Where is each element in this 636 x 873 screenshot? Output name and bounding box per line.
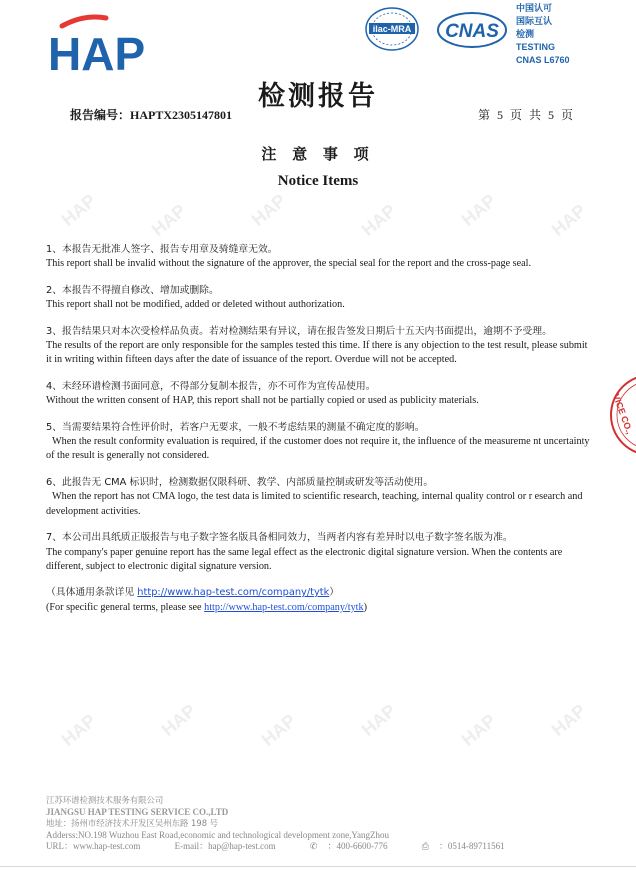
footer-url: URL：www.hap-test.com xyxy=(46,841,141,852)
cnas-line: 国际互认 xyxy=(516,16,553,26)
general-terms-cn-prefix: （具体通用条款详见 xyxy=(46,587,138,599)
red-seal xyxy=(606,370,636,460)
notice-item-en: When the result conformity evaluation is required, if the customer does not require it, the influence of the measureme nt uncertainty of the result is generally not considered. xyxy=(46,436,590,462)
notice-item-cn: 2、本报告不得擅自修改、增加或删除。 xyxy=(46,284,219,296)
notice-items xyxy=(46,243,590,627)
cnas-line: CNAS L6760 xyxy=(516,55,570,65)
footer-company-cn: 江苏环谱检测技术服务有限公司 xyxy=(46,795,164,805)
general-terms-cn xyxy=(46,586,590,600)
notice-item xyxy=(46,531,590,574)
footer xyxy=(46,795,606,853)
notice-item-cn: 5、当需要结果符合性评价时，若客户无要求，一般不考虑结果的测量不确定度的影响。 xyxy=(46,421,425,433)
svg-text:VICE CO.,: VICE CO., xyxy=(610,392,635,436)
general-terms xyxy=(46,586,590,615)
report-title: 检测报告 xyxy=(258,81,378,112)
cnas-logo xyxy=(436,10,508,50)
notice-item xyxy=(46,243,590,272)
footer-address-en: Adderss:NO.198 Wuzhou East Road,economic and technological development zone,YangZhou xyxy=(46,829,389,840)
footer-contact xyxy=(46,841,606,853)
cnas-line: TESTING xyxy=(516,42,556,52)
hap-logo xyxy=(44,12,164,82)
fax-icon: ⎙ xyxy=(421,841,429,852)
svg-text:HAP: HAP xyxy=(48,28,146,80)
notice-item-en: When the report has not CMA logo, the test data is limited to scientific research, teaching, internal quality control or r esearch and development activities. xyxy=(46,491,583,517)
general-terms-cn-suffix: ） xyxy=(329,587,340,599)
footer-company-en: JIANGSU HAP TESTING SERVICE CO.,LTD xyxy=(46,806,229,817)
general-terms-en xyxy=(46,601,590,615)
phone-icon: ✆ xyxy=(309,841,318,852)
bottom-divider xyxy=(0,866,636,867)
general-terms-en-suffix: ) xyxy=(363,601,368,613)
notice-item-en: This report shall not be modified, added or deleted without authorization. xyxy=(46,299,345,311)
notice-item-en: The results of the report are only responsible for the samples tested this time. If there is any objection to the test result, please submit it in writing within fifteen days after the date of issuance of the report. Overdue will not be accepted. xyxy=(46,340,588,366)
notice-item-cn: 3、报告结果只对本次受检样品负责。若对检测结果有异议，请在报告签发日期后十五天内书面提出，逾期不予受理。 xyxy=(46,325,552,337)
notice-item xyxy=(46,325,590,368)
notice-item-cn: 7、本公司出具纸质正版报告与电子数字签名版具备相同效力，当两者内容有差异时以电子数字签名版为准。 xyxy=(46,532,513,544)
notice-title-cn: 注 意 事 项 xyxy=(261,147,375,163)
footer-phone: ：400-6600-776 xyxy=(327,841,388,852)
cnas-accreditation-text xyxy=(516,2,606,67)
notice-item-en: Without the written consent of HAP, this report shall not be partially copied or used as publicity materials. xyxy=(46,395,479,407)
footer-fax: ：0514-89711561 xyxy=(438,841,505,852)
notice-item xyxy=(46,421,590,464)
report-number: 报告编号：HAPTX2305147801 xyxy=(70,108,233,122)
footer-address-cn: 地址：扬州市经济技术开发区吴州东路 198 号 xyxy=(46,818,219,829)
cnas-line: 检测 xyxy=(516,29,535,39)
notice-item-cn: 1、本报告无批准人签字、报告专用章及骑缝章无效。 xyxy=(46,244,278,255)
general-terms-link[interactable]: http://www.hap-test.com/company/tytk xyxy=(137,587,330,599)
footer-email: E-mail：hap@hap-test.com xyxy=(174,841,276,852)
page-info: 第 5 页 共 5 页 xyxy=(478,108,576,122)
ilac-mra-logo xyxy=(357,6,427,52)
notice-item-en: This report shall be invalid without the signature of the approver, the special seal for the report and the cross-page seal. xyxy=(46,258,532,270)
notice-title-en: Notice Items xyxy=(277,173,359,189)
notice-item xyxy=(46,476,590,519)
general-terms-link[interactable]: http://www.hap-test.com/company/tytk xyxy=(204,601,364,613)
general-terms-en-prefix: (For specific general terms, please see xyxy=(46,601,205,613)
notice-item-cn: 4、未经环谱检测书面同意，不得部分复制本报告，亦不可作为宣传品使用。 xyxy=(46,380,376,392)
notice-item xyxy=(46,380,590,409)
notice-item-en: The company's paper genuine report has the same legal effect as the electronic digital signature version. When the contents are different, subject to electronic digital signature version. xyxy=(46,546,563,572)
svg-text:CNAS: CNAS xyxy=(445,21,499,42)
svg-text:ilac-MRA: ilac-MRA xyxy=(372,24,412,34)
notice-item-cn: 6、此报告无 CMA 标识时，检测数据仅限科研、教学、内部质量控制或研发等活动使用。 xyxy=(46,476,434,488)
notice-item xyxy=(46,284,590,313)
cnas-line: 中国认可 xyxy=(516,3,553,13)
